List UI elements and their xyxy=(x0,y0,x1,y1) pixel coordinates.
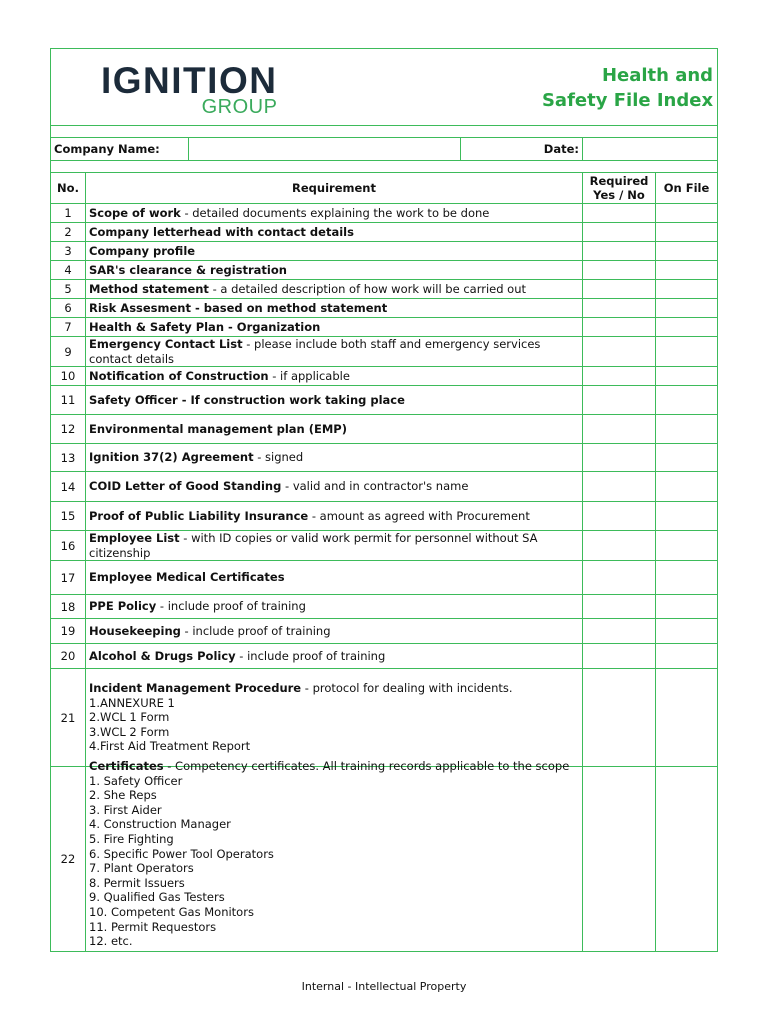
title-line-1: Health and xyxy=(601,65,714,86)
requirement-cell xyxy=(86,644,583,669)
requirement-cell xyxy=(86,415,583,444)
requirement-cell xyxy=(86,759,583,952)
requirement-cell xyxy=(86,367,583,386)
on-file-cell[interactable] xyxy=(656,415,718,444)
requirement-cell xyxy=(86,669,583,767)
requirement-title: PPE Policy xyxy=(89,599,157,614)
company-name-label: Company Name: xyxy=(51,138,189,161)
required-line-2: Yes / No xyxy=(593,188,645,202)
list-item: 9. Qualified Gas Testers xyxy=(89,890,225,905)
requirement-title: Notification of Construction xyxy=(89,368,269,383)
title-line-2: Safety File Index xyxy=(541,90,714,111)
on-file-cell[interactable] xyxy=(656,318,718,337)
on-file-cell[interactable] xyxy=(656,261,718,280)
required-yes-no-cell[interactable] xyxy=(583,531,656,561)
requirement-cell xyxy=(86,595,583,619)
requirements-body xyxy=(51,204,718,669)
table-row xyxy=(51,644,718,669)
table-row xyxy=(51,472,718,502)
list-item: 11. Permit Requestors xyxy=(89,919,217,934)
list-item: 4.First Aid Treatment Report xyxy=(89,739,251,754)
footer-note: Internal - Intellectual Property xyxy=(301,980,467,993)
on-file-cell[interactable] xyxy=(656,561,718,595)
required-yes-no-cell[interactable] xyxy=(583,502,656,531)
list-item: 6. Specific Power Tool Operators xyxy=(89,846,274,861)
requirement-title: Company letterhead with contact details xyxy=(89,224,354,239)
requirement-detail: - if applicable xyxy=(268,368,350,383)
requirement-cell xyxy=(86,502,583,531)
required-yes-no-cell[interactable] xyxy=(583,386,656,415)
requirement-detail: - include proof of training xyxy=(235,648,386,663)
spacer-row xyxy=(51,126,718,138)
on-file-cell[interactable] xyxy=(656,595,718,619)
requirement-title: Proof of Public Liability Insurance xyxy=(89,508,309,523)
requirement-cell xyxy=(86,299,583,318)
row-number: 3 xyxy=(51,242,86,261)
on-file-cell[interactable] xyxy=(656,644,718,669)
requirement-cell xyxy=(86,561,583,595)
page-title xyxy=(542,63,713,113)
list-item: 2. She Reps xyxy=(89,788,157,803)
requirement-cell xyxy=(86,223,583,242)
table-row xyxy=(51,386,718,415)
row-number: 15 xyxy=(51,502,86,531)
required-yes-no-cell[interactable] xyxy=(583,318,656,337)
on-file-cell[interactable] xyxy=(656,444,718,472)
row-number: 14 xyxy=(51,472,86,502)
list-item: 1. Safety Officer xyxy=(89,773,183,788)
table-row xyxy=(51,280,718,299)
requirement-title: Incident Management Procedure xyxy=(89,681,302,696)
on-file-cell[interactable] xyxy=(656,386,718,415)
row-number: 5 xyxy=(51,280,86,299)
col-header-requirement: Requirement xyxy=(86,173,583,204)
table-row xyxy=(51,415,718,444)
requirement-detail: - with ID copies or valid work permit for personnel without SA citizenship xyxy=(89,531,538,560)
table-row xyxy=(51,367,718,386)
required-yes-no-cell[interactable] xyxy=(583,223,656,242)
requirement-cell xyxy=(86,337,583,367)
required-yes-no-cell[interactable] xyxy=(583,261,656,280)
required-yes-no-cell[interactable] xyxy=(583,204,656,223)
safety-file-table xyxy=(50,48,718,952)
header xyxy=(51,49,718,126)
required-yes-no-cell[interactable] xyxy=(583,767,656,952)
required-yes-no-cell[interactable] xyxy=(583,299,656,318)
requirement-detail: - Competency certificates. All training records applicable to the scope xyxy=(163,759,570,773)
row-number: 12 xyxy=(51,415,86,444)
required-yes-no-cell[interactable] xyxy=(583,561,656,595)
requirement-title: Housekeeping xyxy=(89,623,181,638)
row-number: 11 xyxy=(51,386,86,415)
date-label: Date: xyxy=(461,138,583,161)
form-page xyxy=(50,48,717,952)
on-file-cell[interactable] xyxy=(656,299,718,318)
requirement-detail: - include proof of training xyxy=(156,599,306,614)
on-file-cell[interactable] xyxy=(656,242,718,261)
on-file-cell[interactable] xyxy=(656,619,718,644)
table-row xyxy=(51,299,718,318)
requirement-cell xyxy=(86,531,583,561)
row-number: 4 xyxy=(51,261,86,280)
requirement-cell xyxy=(86,280,583,299)
row-number: 6 xyxy=(51,299,86,318)
required-yes-no-cell[interactable] xyxy=(583,444,656,472)
logo-wordmark: IGNITION xyxy=(101,60,278,101)
table-row xyxy=(51,242,718,261)
requirement-cell xyxy=(86,242,583,261)
list-item: 8. Permit Issuers xyxy=(89,875,185,890)
col-header-required xyxy=(583,173,656,204)
requirement-title: COID Letter of Good Standing xyxy=(89,479,282,494)
required-yes-no-cell[interactable] xyxy=(583,619,656,644)
list-item: 7. Plant Operators xyxy=(89,861,194,876)
table-row xyxy=(51,204,718,223)
table-row xyxy=(51,595,718,619)
table-row xyxy=(51,223,718,242)
required-yes-no-cell[interactable] xyxy=(583,280,656,299)
on-file-cell[interactable] xyxy=(656,669,718,767)
on-file-cell[interactable] xyxy=(656,223,718,242)
row-number: 7 xyxy=(51,318,86,337)
date-field[interactable] xyxy=(583,138,718,161)
on-file-cell[interactable] xyxy=(656,367,718,386)
requirement-title: Alcohol & Drugs Policy xyxy=(89,648,236,663)
table-row xyxy=(51,669,718,767)
list-item: 4. Construction Manager xyxy=(89,817,231,832)
col-header-on-file: On File xyxy=(656,173,718,204)
requirement-title: Ignition 37(2) Agreement xyxy=(89,450,254,465)
requirement-cell xyxy=(86,472,583,502)
list-item: 12. etc. xyxy=(89,934,133,949)
requirement-title: Health & Safety Plan - Organization xyxy=(89,319,321,334)
requirement-cell xyxy=(86,318,583,337)
list-item: 3. First Aider xyxy=(89,802,162,817)
requirement-detail: - include proof of training xyxy=(180,623,331,638)
required-yes-no-cell[interactable] xyxy=(583,644,656,669)
list-item: 2.WCL 1 Form xyxy=(89,710,170,725)
row-number: 18 xyxy=(51,595,86,619)
on-file-cell[interactable] xyxy=(656,472,718,502)
required-yes-no-cell[interactable] xyxy=(583,669,656,767)
on-file-cell[interactable] xyxy=(656,337,718,367)
list-item: 5. Fire Fighting xyxy=(89,831,174,846)
row-number: 10 xyxy=(51,367,86,386)
requirement-title: Safety Officer - If construction work taking place xyxy=(89,392,405,407)
ignition-group-logo xyxy=(101,60,278,118)
list-item: 10. Competent Gas Monitors xyxy=(89,904,254,919)
requirement-detail: - signed xyxy=(253,450,304,465)
requirement-title: Company profile xyxy=(89,243,196,258)
company-name-field[interactable] xyxy=(189,138,461,161)
table-row xyxy=(51,337,718,367)
row-number: 16 xyxy=(51,531,86,561)
requirement-cell xyxy=(86,444,583,472)
row-number: 13 xyxy=(51,444,86,472)
required-yes-no-cell[interactable] xyxy=(583,367,656,386)
requirement-detail: - valid and in contractor's name xyxy=(281,479,469,494)
requirement-cell xyxy=(86,204,583,223)
table-row xyxy=(51,619,718,644)
row-number: 2 xyxy=(51,223,86,242)
on-file-cell[interactable] xyxy=(656,531,718,561)
row-number: 1 xyxy=(51,204,86,223)
required-yes-no-cell[interactable] xyxy=(583,337,656,367)
list-item: 1.ANNEXURE 1 xyxy=(89,695,175,710)
spacer-row xyxy=(51,161,718,173)
requirement-detail: - a detailed description of how work will be carried out xyxy=(208,281,527,296)
requirement-cell xyxy=(86,619,583,644)
requirement-title: SAR's clearance & registration xyxy=(89,262,287,277)
row-number: 21 xyxy=(51,669,86,767)
requirement-detail: - amount as agreed with Procurement xyxy=(308,508,530,523)
requirement-detail: - protocol for dealing with incidents. xyxy=(301,681,513,696)
requirement-title: Risk Assesment - based on method statement xyxy=(89,300,388,315)
requirement-detail: - please include both staff and emergency services contact details xyxy=(89,337,541,366)
requirement-title: Scope of work xyxy=(89,205,181,220)
required-yes-no-cell[interactable] xyxy=(583,415,656,444)
required-yes-no-cell[interactable] xyxy=(583,595,656,619)
requirement-title: Method statement xyxy=(89,281,209,296)
row-number: 20 xyxy=(51,644,86,669)
table-row xyxy=(51,502,718,531)
logo-subtitle: GROUP xyxy=(201,96,278,118)
required-line-1: Required xyxy=(589,174,649,188)
table-row xyxy=(51,318,718,337)
list-item: 3.WCL 2 Form xyxy=(89,724,170,739)
table-row xyxy=(51,767,718,952)
table-row xyxy=(51,261,718,280)
row-number: 22 xyxy=(51,767,86,952)
table-row xyxy=(51,561,718,595)
on-file-cell[interactable] xyxy=(656,280,718,299)
requirement-title: Environmental management plan (EMP) xyxy=(89,421,347,436)
row-number: 17 xyxy=(51,561,86,595)
on-file-cell[interactable] xyxy=(656,767,718,952)
requirement-title: Employee Medical Certificates xyxy=(89,570,285,585)
required-yes-no-cell[interactable] xyxy=(583,242,656,261)
row-number: 19 xyxy=(51,619,86,644)
table-row xyxy=(51,531,718,561)
row-number: 9 xyxy=(51,337,86,367)
requirement-title: Certificates xyxy=(89,759,164,773)
table-row xyxy=(51,444,718,472)
requirement-detail: - detailed documents explaining the work to be done xyxy=(180,205,490,220)
requirement-title: Employee List xyxy=(89,531,180,545)
requirement-cell xyxy=(86,386,583,415)
col-header-no: No. xyxy=(51,173,86,204)
on-file-cell[interactable] xyxy=(656,502,718,531)
on-file-cell[interactable] xyxy=(656,204,718,223)
required-yes-no-cell[interactable] xyxy=(583,472,656,502)
requirement-title: Emergency Contact List xyxy=(89,337,243,351)
requirement-cell xyxy=(86,261,583,280)
